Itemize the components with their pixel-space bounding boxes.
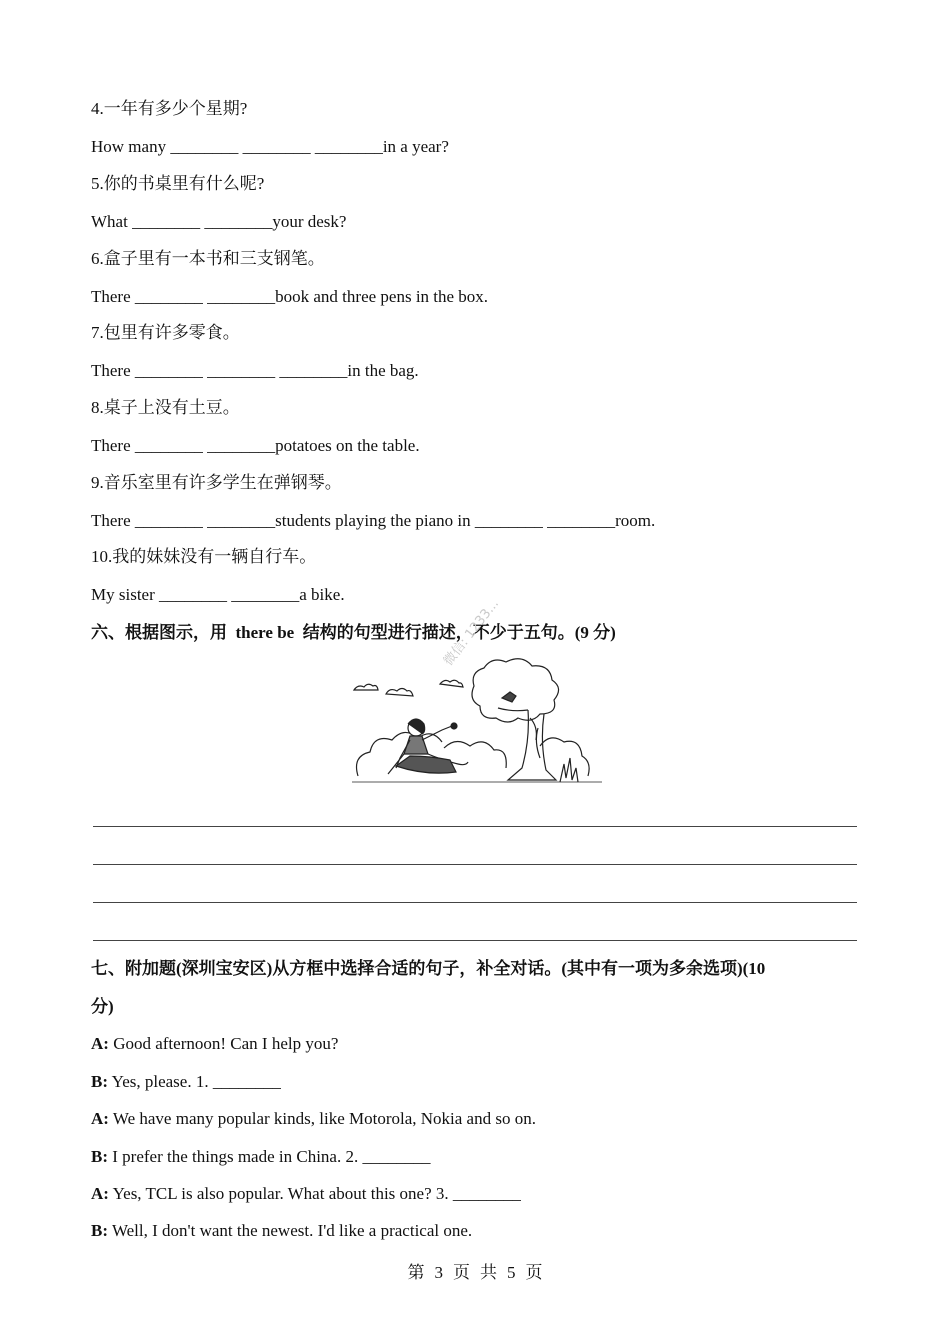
total-pages: 5 bbox=[507, 1263, 516, 1282]
item-6-chinese: 6.盒子里有一本书和三支钢笔。 bbox=[91, 249, 325, 268]
item-4-chinese: 4.一年有多少个星期? bbox=[91, 99, 248, 118]
item-10-english: My sister ________ ________a bike. bbox=[91, 585, 345, 604]
girl-under-tree-illustration bbox=[352, 658, 602, 793]
writing-line[interactable] bbox=[93, 826, 857, 827]
dialogue-text: I prefer the things made in China. 2. ________ bbox=[108, 1147, 431, 1166]
section-7-heading-line1: 七、附加题(深圳宝安区)从方框中选择合适的句子，补全对话。(其中有一项为多余选项)(10 bbox=[91, 959, 766, 978]
footer-text: 页 bbox=[453, 1263, 470, 1282]
speaker-label: B: bbox=[91, 1147, 108, 1166]
dialogue-line bbox=[91, 1146, 430, 1168]
speaker-label: A: bbox=[91, 1109, 109, 1128]
dialogue-text: Well, I don't want the newest. I'd like a practical one. bbox=[108, 1221, 473, 1240]
dialogue-line bbox=[91, 1220, 472, 1242]
item-9-english: There ________ ________students playing the piano in ________ ________room. bbox=[91, 511, 656, 530]
footer-text: 共 bbox=[480, 1263, 497, 1282]
dialogue-line bbox=[91, 1183, 521, 1205]
item-8-english: There ________ ________potatoes on the table. bbox=[91, 436, 420, 455]
dialogue-text: We have many popular kinds, like Motorola, Nokia and so on. bbox=[108, 1109, 536, 1128]
item-8-chinese: 8.桌子上没有土豆。 bbox=[91, 398, 240, 417]
dialogue-line bbox=[91, 1033, 338, 1055]
current-page-number: 3 bbox=[434, 1263, 443, 1282]
dialogue-text: Yes, TCL is also popular. What about this one? 3. ________ bbox=[108, 1184, 521, 1203]
speaker-label: B: bbox=[91, 1072, 108, 1091]
footer-text: 页 bbox=[525, 1263, 543, 1282]
item-6-english: There ________ ________book and three pens in the box. bbox=[91, 287, 489, 306]
item-7-english: There ________ ________ ________in the bag. bbox=[91, 361, 419, 380]
item-9-chinese: 9.音乐室里有许多学生在弹钢琴。 bbox=[91, 473, 342, 492]
writing-line[interactable] bbox=[93, 864, 857, 865]
section-6-heading: 六、根据图示，用 there be 结构的句型进行描述，不少于五句。(9 分) bbox=[91, 623, 616, 642]
item-10-chinese: 10.我的妹妹没有一辆自行车。 bbox=[91, 547, 317, 566]
writing-line[interactable] bbox=[93, 940, 857, 941]
speaker-label: A: bbox=[91, 1034, 109, 1053]
writing-line[interactable] bbox=[93, 902, 857, 903]
item-4-english: How many ________ ________ ________in a year? bbox=[91, 137, 449, 156]
page-footer bbox=[0, 1262, 950, 1284]
dialogue-text: Yes, please. 1. ________ bbox=[108, 1072, 281, 1091]
item-7-chinese: 7.包里有许多零食。 bbox=[91, 323, 240, 342]
speaker-label: B: bbox=[91, 1221, 108, 1240]
section-7-heading-line2: 分) bbox=[91, 997, 114, 1016]
watermark: 微信: 1233... bbox=[441, 596, 503, 669]
dialogue-text: Good afternoon! Can I help you? bbox=[108, 1034, 339, 1053]
dialogue-line bbox=[91, 1108, 536, 1130]
item-5-english: What ________ ________your desk? bbox=[91, 212, 347, 231]
item-5-chinese: 5.你的书桌里有什么呢? bbox=[91, 174, 265, 193]
dialogue-line bbox=[91, 1071, 281, 1093]
footer-text: 第 bbox=[407, 1263, 425, 1282]
speaker-label: A: bbox=[91, 1184, 109, 1203]
